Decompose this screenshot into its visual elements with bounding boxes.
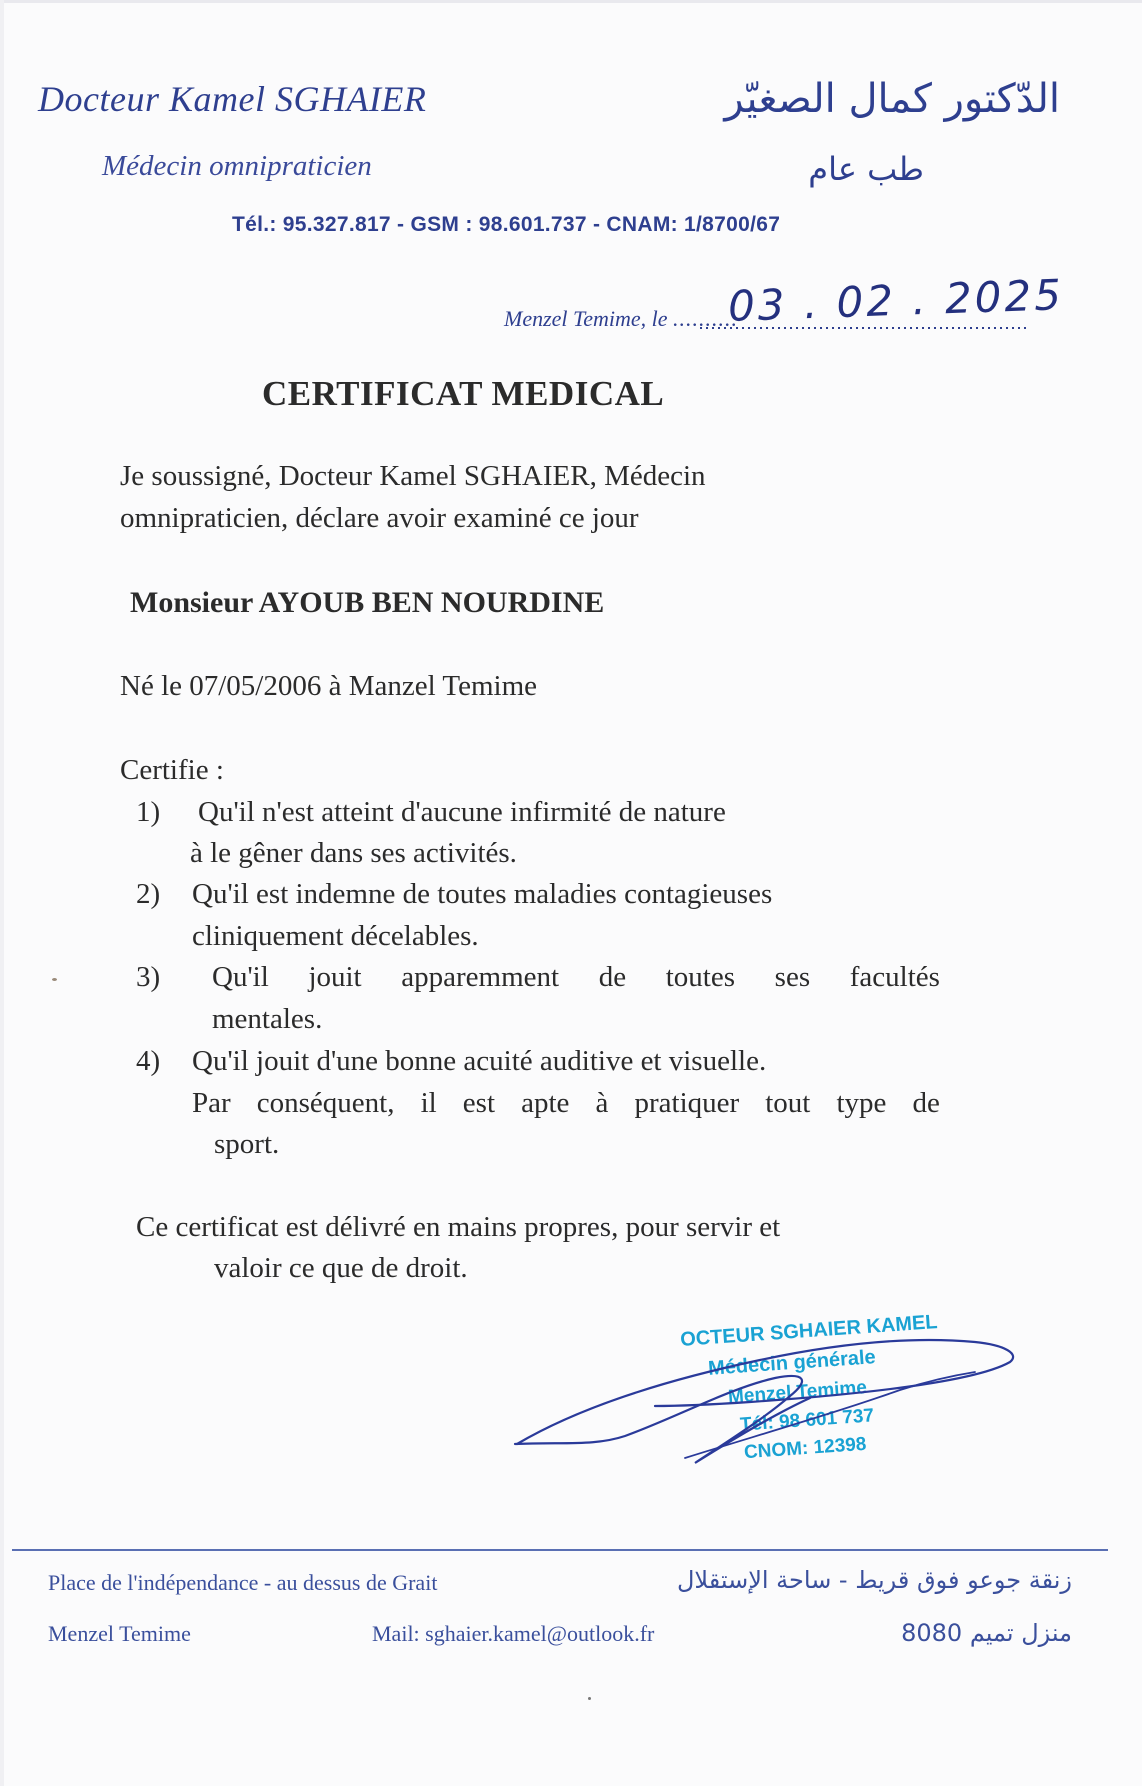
item-1-line-1: Qu'il n'est atteint d'aucune infirmité de nature <box>198 796 726 828</box>
item-1-line-2: à le gêner dans ses activités. <box>190 837 517 869</box>
item-4-line-1: Qu'il jouit d'une bonne acuité auditive et visuelle. <box>192 1045 767 1077</box>
intro-line-1: Je soussigné, Docteur Kamel SGHAIER, Médecin <box>120 460 706 492</box>
footer-mail: Mail: sghaier.kamel@outlook.fr <box>372 1621 655 1646</box>
item-3-line-1 <box>212 961 940 994</box>
doctor-specialty: Médecin omnipraticien <box>102 150 372 182</box>
footer-address: Place de l'indépendance - au dessus de Grait <box>48 1570 438 1595</box>
footer-city: Menzel Temime <box>48 1621 191 1646</box>
word: ses <box>774 961 811 993</box>
doctor-name: Docteur Kamel SGHAIER <box>38 79 427 119</box>
word: facultés <box>849 961 940 993</box>
footer-address-arabic: زنقة جوعو فوق قريط - ساحة الإستقلال <box>676 1566 1072 1594</box>
doctor-specialty-arabic: طب عام <box>808 150 924 188</box>
word: de <box>912 1087 940 1119</box>
item-2-line-2: cliniquement décelables. <box>192 920 479 952</box>
closing-line-1: Ce certificat est délivré en mains propres, pour servir et <box>136 1211 781 1243</box>
word: type <box>836 1087 887 1119</box>
scan-speck <box>588 1697 591 1700</box>
item-4-line-2 <box>192 1087 940 1120</box>
word: tout <box>765 1087 811 1119</box>
word: de <box>598 961 627 993</box>
closing-line-2: valoir ce que de droit. <box>214 1252 468 1284</box>
scan-speck <box>52 978 57 981</box>
stamp-line-3: Menzel Temime <box>727 1377 868 1408</box>
footer-divider <box>12 1549 1108 1551</box>
handwritten-date: 03 . 02 . 2025 <box>727 270 1065 331</box>
word: à <box>595 1087 609 1119</box>
item-4-number: 4) <box>136 1045 161 1077</box>
word: est <box>462 1087 496 1119</box>
word: jouit <box>308 961 362 993</box>
stamp-line-4: Tél: 98 601 737 <box>739 1405 875 1436</box>
item-2-number: 2) <box>136 878 161 910</box>
item-2-line-1: Qu'il est indemne de toutes maladies contagieuses <box>192 878 773 910</box>
word: pratiquer <box>634 1087 740 1119</box>
word: toutes <box>665 961 736 993</box>
doctor-signature <box>505 1318 1025 1478</box>
intro-line-2: omnipraticien, déclare avoir examiné ce jour <box>120 502 639 534</box>
item-3-number: 3) <box>136 961 161 993</box>
place-label: Menzel Temime, le <box>504 306 668 331</box>
contact-line: Tél.: 95.327.817 - GSM : 98.601.737 - CNAM: 1/8700/67 <box>232 213 781 236</box>
footer-city-arabic: منزل تميم 8080 <box>901 1619 1072 1647</box>
patient-name: Monsieur AYOUB BEN NOURDINE <box>130 586 605 619</box>
stamp-line-2: Médecin générale <box>707 1346 877 1380</box>
word: conséquent, <box>256 1087 395 1119</box>
stamp-line-5: CNOM: 12398 <box>743 1433 868 1464</box>
scan-edge <box>0 0 4 1786</box>
word: Par <box>192 1087 231 1119</box>
date-dotted-line: .......... <box>673 306 739 331</box>
item-4-line-3: sport. <box>214 1128 280 1160</box>
birth-info: Né le 07/05/2006 à Manzel Temime <box>120 670 538 702</box>
doctor-name-arabic: الدّكتور كمال الصغيّر <box>724 76 1060 122</box>
certifie-label: Certifie : <box>120 754 224 786</box>
word: apparemment <box>401 961 560 993</box>
item-3-line-2: mentales. <box>212 1003 323 1035</box>
word: il <box>420 1087 437 1119</box>
word: Qu'il <box>212 961 269 993</box>
item-1-number: 1) <box>136 796 161 828</box>
certificate-title: CERTIFICAT MEDICAL <box>262 374 665 413</box>
word: apte <box>521 1087 570 1119</box>
stamp-line-1: OCTEUR SGHAIER KAMEL <box>679 1311 939 1351</box>
scan-edge <box>0 0 1142 3</box>
